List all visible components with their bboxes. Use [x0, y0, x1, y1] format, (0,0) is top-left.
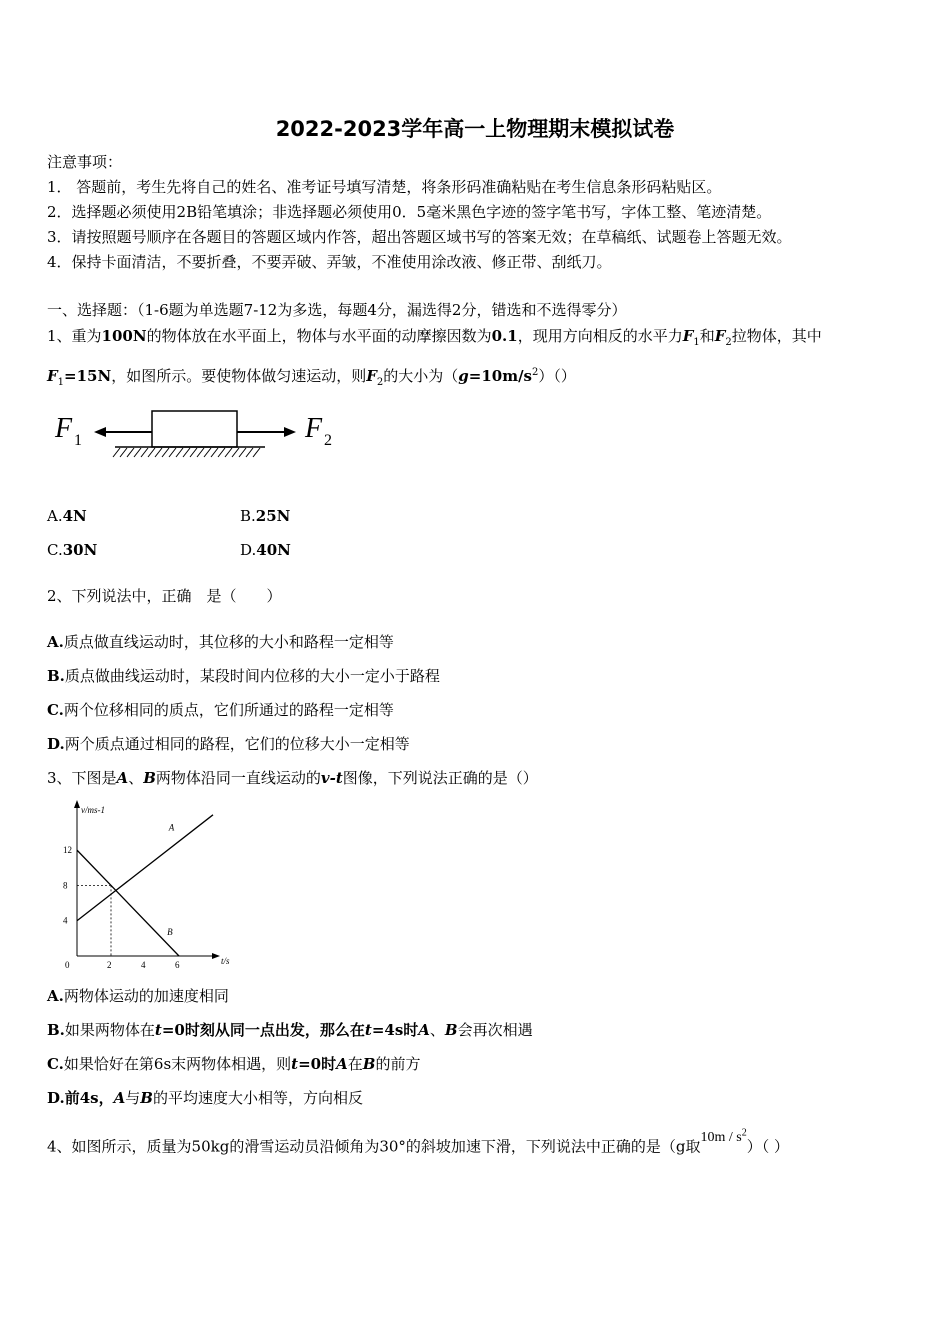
- y-axis-arrowhead: [74, 800, 80, 808]
- y-tick-label: 4: [63, 915, 68, 926]
- f1-subscript: 1: [74, 432, 82, 449]
- hatch-mark: [120, 448, 127, 457]
- q2-option-b[interactable]: B.质点做曲线运动时，某段时间内位移的大小一定小于路程: [47, 667, 440, 685]
- hatch-mark: [232, 448, 239, 457]
- f1-symbol: F: [55, 413, 73, 444]
- question-4-stem: 4、如图所示，质量为50kg的滑雪运动员沿倾角为30°的斜坡加速下滑，下列说法中正确的是（g取$10m / s^2$）（ ）: [47, 1127, 790, 1156]
- hatch-mark: [155, 448, 162, 457]
- y-axis-label: v/ms-1: [81, 805, 105, 815]
- notice-item: 2．选择题必须使用2B铅笔填涂；非选择题必须使用0．5毫米黑色字迹的签字笔书写，字体工整、笔迹清楚。: [47, 203, 772, 221]
- notice-item: 3．请按照题号顺序在各题目的答题区域内作答，超出答题区域书写的答案无效；在草稿纸、试题卷上答题无效。: [47, 228, 792, 246]
- series-line-B: [77, 850, 179, 956]
- hatch-mark: [183, 448, 190, 457]
- series-label-A: A: [168, 822, 175, 833]
- hatch-mark: [218, 448, 225, 457]
- hatch-mark: [162, 448, 169, 457]
- series-label-B: B: [167, 926, 173, 937]
- hatch-mark: [253, 448, 260, 457]
- page-title: 2022-2023学年高一上物理期末模拟试卷: [275, 117, 675, 141]
- x-tick-label: 6: [175, 960, 180, 970]
- q3-option-d[interactable]: D.前4s，A与B的平均速度大小相等，方向相反: [47, 1089, 363, 1107]
- y-tick-label: 12: [63, 845, 72, 856]
- notice-item: 4．保持卡面清洁，不要折叠，不要弄破、弄皱，不准使用涂改液、修正带、刮纸刀。: [47, 253, 612, 271]
- series-line-A: [77, 815, 213, 921]
- x-axis-label: t/s: [221, 956, 230, 966]
- hatch-mark: [113, 448, 120, 457]
- f1-arrowhead: [94, 427, 106, 437]
- hatch-mark: [169, 448, 176, 457]
- g-value: $10m / s^2$: [700, 1127, 747, 1145]
- f2-subscript: 2: [324, 432, 332, 449]
- hatch-mark: [141, 448, 148, 457]
- q1-option-c[interactable]: C.30N: [47, 541, 98, 559]
- hatch-mark: [225, 448, 232, 457]
- ground-hatching: [113, 448, 260, 457]
- f2-symbol: F: [305, 413, 323, 444]
- notice-heading: 注意事项：: [47, 153, 123, 171]
- q2-option-d[interactable]: D.两个质点通过相同的路程，它们的位移大小一定相等: [47, 735, 410, 753]
- x-tick-label: 4: [141, 960, 146, 970]
- vt-chart: [45, 798, 245, 976]
- block: [152, 411, 237, 447]
- q1-option-b[interactable]: B.25N: [240, 507, 291, 525]
- hatch-mark: [134, 448, 141, 457]
- x-tick-label: 0: [65, 960, 70, 970]
- q3-option-c[interactable]: C.如果恰好在第6s末两物体相遇，则t=0时A在B的前方: [47, 1055, 421, 1073]
- question-2-stem: 2、下列说法中，正确 是（ ）: [47, 587, 282, 605]
- force-diagram: [50, 400, 350, 470]
- notice-item: 1． 答题前，考生先将自己的姓名、准考证号填写清楚，将条形码准确粘贴在考生信息条形码粘贴区。: [47, 178, 722, 196]
- q2-option-c[interactable]: C.两个位移相同的质点，它们所通过的路程一定相等: [47, 701, 394, 719]
- question-1-stem: 1、重为100N的物体放在水平面上，物体与水平面的动摩擦因数为0.1，现用方向相反的水平力$F_1$和$F_2$拉物体，其中: [47, 327, 822, 348]
- q3-option-a[interactable]: A.两物体运动的加速度相同: [47, 987, 229, 1005]
- x-axis-arrowhead: [212, 953, 220, 959]
- hatch-mark: [148, 448, 155, 457]
- hatch-mark: [239, 448, 246, 457]
- hatch-mark: [211, 448, 218, 457]
- hatch-mark: [246, 448, 253, 457]
- f2-arrowhead: [284, 427, 296, 437]
- q1-option-d[interactable]: D.40N: [240, 541, 291, 559]
- hatch-mark: [204, 448, 211, 457]
- hatch-mark: [190, 448, 197, 457]
- hatch-mark: [176, 448, 183, 457]
- hatch-mark: [197, 448, 204, 457]
- section-header: 一、选择题：（1-6题为单选题7-12为多选，每题4分，漏选得2分，错选和不选得零分）: [47, 301, 627, 319]
- question-1-stem-line2: $F_1=15N$，如图所示。要使物体做匀速运动，则$F_2$的大小为$(g=10m/s^2)()$: [47, 367, 576, 388]
- question-3-stem: 3、下图是A、B两物体沿同一直线运动的v-t图像，下列说法正确的是（）: [47, 769, 538, 787]
- q3-option-b[interactable]: B.如果两物体在t=0时刻从同一点出发，那么在t=4s时A、B会再次相遇: [47, 1021, 533, 1039]
- hatch-mark: [127, 448, 134, 457]
- q1-option-a[interactable]: A.4N: [47, 507, 87, 525]
- q2-option-a[interactable]: A.质点做直线运动时，其位移的大小和路程一定相等: [47, 633, 394, 651]
- y-tick-label: 8: [63, 880, 68, 891]
- x-tick-label: 2: [107, 960, 112, 970]
